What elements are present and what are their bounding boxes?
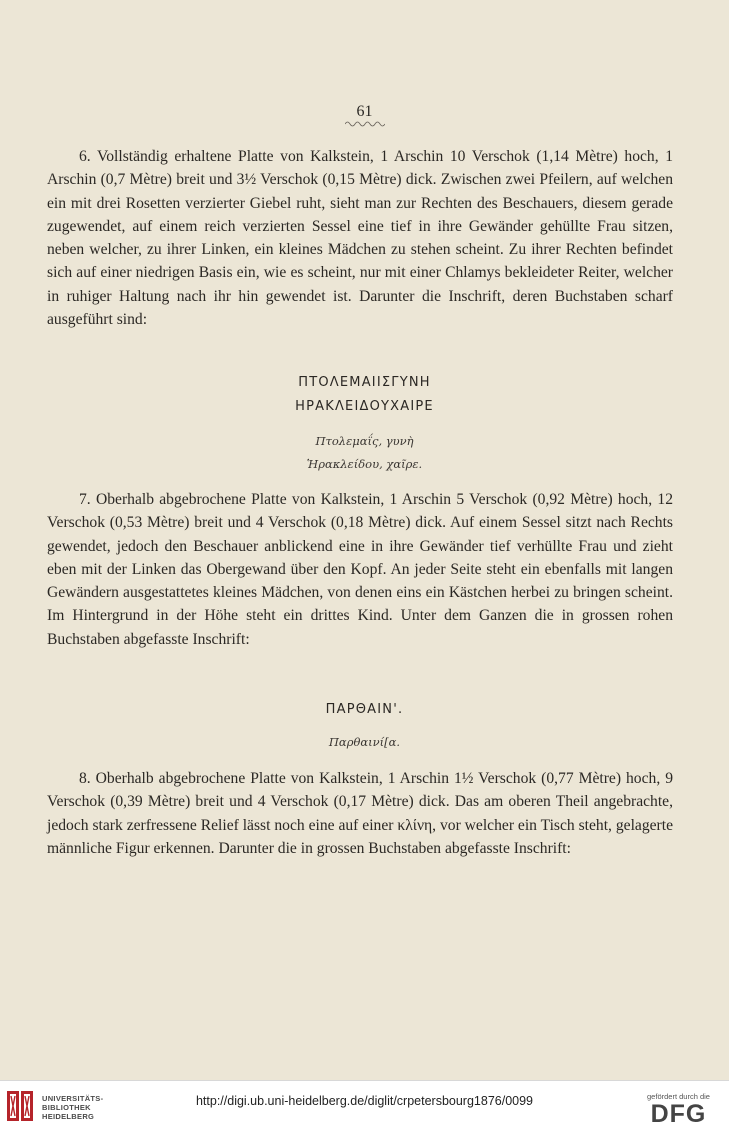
page-number: 61 [356, 103, 373, 120]
entry-6-transcription-line-2: Ἡρακλείδου, χαῖρε. [306, 457, 423, 471]
permalink-url[interactable]: http://digi.ub.uni-heidelberg.de/diglit/crpetersbourg1876/0099 [195, 1094, 534, 1108]
page-number-ornament [345, 120, 385, 128]
entry-6-inscription-line-1: ΠΤΟΛΕΜΑΙΙΣΓΥΝΗ [298, 375, 431, 390]
entry-6-transcription-line-1: Πτολεμαΐς, γυνὴ [315, 434, 414, 448]
entry-6-description: 6. Vollständig erhaltene Platte von Kalkstein, 1 Arschin 10 Verschok (1,14 Mètre) hoch, 1 Arschin (0,7 Mètre) breit und 3½ Verschok (0,15 Mètre) dick. Zwischen zwei Pfeilern, auf welchen ein mit drei Rosetten verzierter Giebel ruht, sieht man zur Rechten des Beschauers, diesem gerade zugewendet, auf einem reich verzierten Sessel eine tief in ihre Gewänder gehüllte Frau sitzen, neben welcher, zu ihrer Linken, ein kleines Mädchen zu stehen scheint. Zu ihrer Rechten befindet sich auf einer niedrigen Basis ein, wie es scheint, nur mit einer Chlamys bekleideter Reiter, welcher in ruhiger Haltung nach ihr hin gewendet ist. Darunter die Inschrift, deren Buchstaben scharf ausgeführt sind: [47, 148, 673, 328]
funding-caption: gefördert durch die [647, 1092, 710, 1101]
library-name-line-3: HEIDELBERG [42, 1112, 95, 1121]
dfg-logo[interactable]: DFG [650, 1100, 707, 1128]
entry-7-transcription: Παρθαινί[α. [328, 735, 401, 749]
entry-8-description: 8. Oberhalb abgebrochene Platte von Kalkstein, 1 Arschin 1½ Verschok (0,77 Mètre) hoch, 9 Verschok (0,39 Mètre) breit und 4 Verschok (0,17 Mètre) dick. Das am oberen Theil angebrachte, jedoch stark zerfressene Relief lässt noch eine auf einer κλίνη, vor welcher ein Tisch steht, gelagerte männliche Figur erkennen. Darunter die in grossen Buchstaben abgefasste Inschrift: [47, 770, 673, 857]
entry-7-description: 7. Oberhalb abgebrochene Platte von Kalkstein, 1 Arschin 5 Verschok (0,92 Mètre) hoch, 12 Verschok (0,53 Mètre) breit und 4 Verschok (0,18 Mètre) dick. Auf einem Sessel sitzt nach Rechts gewendet, jedoch den Beschauer anblickend eine in ihre Gewänder tief verhüllte Frau und zieht eben mit der Linken das Obergewand über den Kopf. An jeder Seite steht ein ebenfalls mit langen Gewändern ausgestattetes kleines Mädchen, von denen eins ein Kästchen herbei zu bringen scheint. Im Hintergrund in der Höhe steht ein drittes Kind. Unter dem Ganzen die in grossen rohen Buchstaben abgefasste Inschrift: [47, 491, 673, 648]
entry-7-inscription: ΠΑΡΘΑΙΝ'. [325, 702, 404, 717]
entry-6-inscription-line-2: ΗΡΑΚΛΕΙΔΟΥΧΑΙΡΕ [295, 399, 434, 414]
library-name-line-1: UNIVERSITÄTS- [42, 1094, 104, 1103]
library-name-line-2: BIBLIOTHEK [42, 1103, 91, 1112]
